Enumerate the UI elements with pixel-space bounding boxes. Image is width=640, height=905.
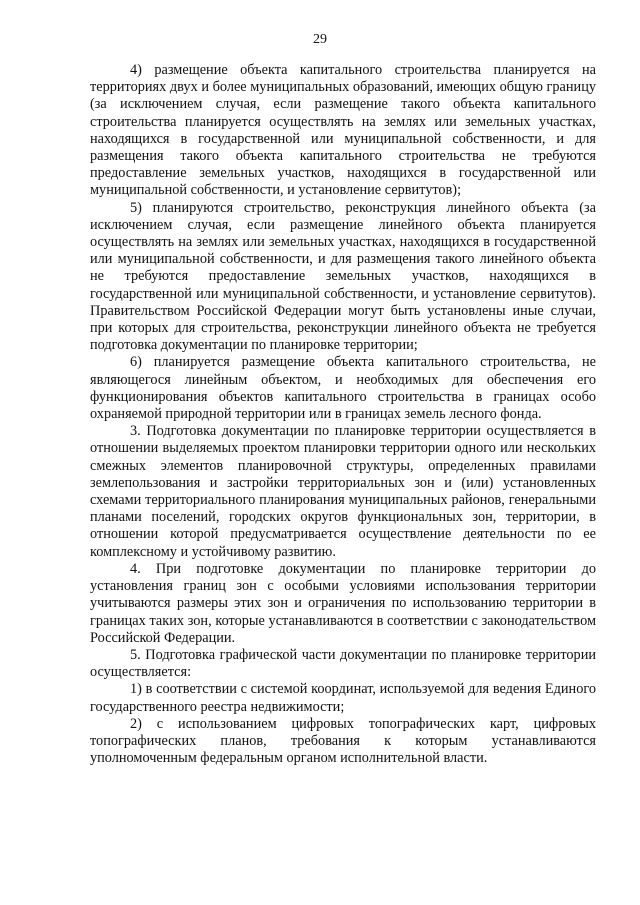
paragraph-subitem-1: 1) в соответствии с системой координат, используемой для ведения Единого государственного реестра недвижимости;: [90, 681, 596, 715]
paragraph-section-5: 5. Подготовка графической части документации по планировке территории осуществляется:: [90, 646, 596, 681]
paragraph-item-6: 6) планируется размещение объекта капитального строительства, не являющегося линейным объектом, и необходимых для обеспечения его функционирования объектов капитального строительства в границах особо охраняемой природной территории или в границах земель лесного фонда.: [90, 354, 596, 423]
paragraph-item-4: 4) размещение объекта капитального строительства планируется на территориях двух и более муниципальных образований, имеющих общую границу (за исключением случая, если размещение такого объекта капитального строительства планируется осуществлять на землях или земельных участках, находящихся в государственной или муниципальной собственности, и для размещения такого объекта капитального строительства не требуются предоставление земельных участков, находящихся в государственной или муниципальной собственности, и установление сервитутов);: [90, 62, 596, 199]
paragraph-subitem-2: 2) с использованием цифровых топографических карт, цифровых топографических планов, требования к которым устанавливаются уполномоченным федеральным органом исполнительной власти.: [90, 715, 596, 767]
paragraph-section-4: 4. При подготовке документации по планировке территории до установления границ зон с особыми условиями использования территории учитываются размеры этих зон и ограничения по использованию территории в границах таких зон, которые устанавливаются в соответствии с законодательством Российской Федерации.: [90, 560, 596, 646]
page-number: 29: [313, 32, 327, 47]
document-body: [90, 62, 596, 767]
paragraph-item-5: 5) планируются строительство, реконструкция линейного объекта (за исключением случая, если размещение линейного объекта планируется осуществлять на землях или земельных участках, находящихся в государственной или муниципальной собственности, и для размещения такого линейного объекта не требуются предоставление земельных участков, находящихся в государственной или муниципальной собственности, и установление сервитутов). Правительством Российской Федерации могут быть установлены иные случаи, при которых для строительства, реконструкции линейного объекта не требуется подготовка документации по планировке территории;: [90, 199, 596, 354]
paragraph-section-3: 3. Подготовка документации по планировке территории осуществляется в отношении выделяемых проектом планировки территории одного или нескольких смежных элементов планировочной структуры, определенных правилами землепользования и застройки территориальных зон и (или) установленных схемами территориального планирования муниципальных районов, генеральными планами поселений, городских округов функциональных зон, территории, в отношении которой предусматривается осуществление деятельности по ее комплексному и устойчивому развитию.: [90, 423, 596, 560]
